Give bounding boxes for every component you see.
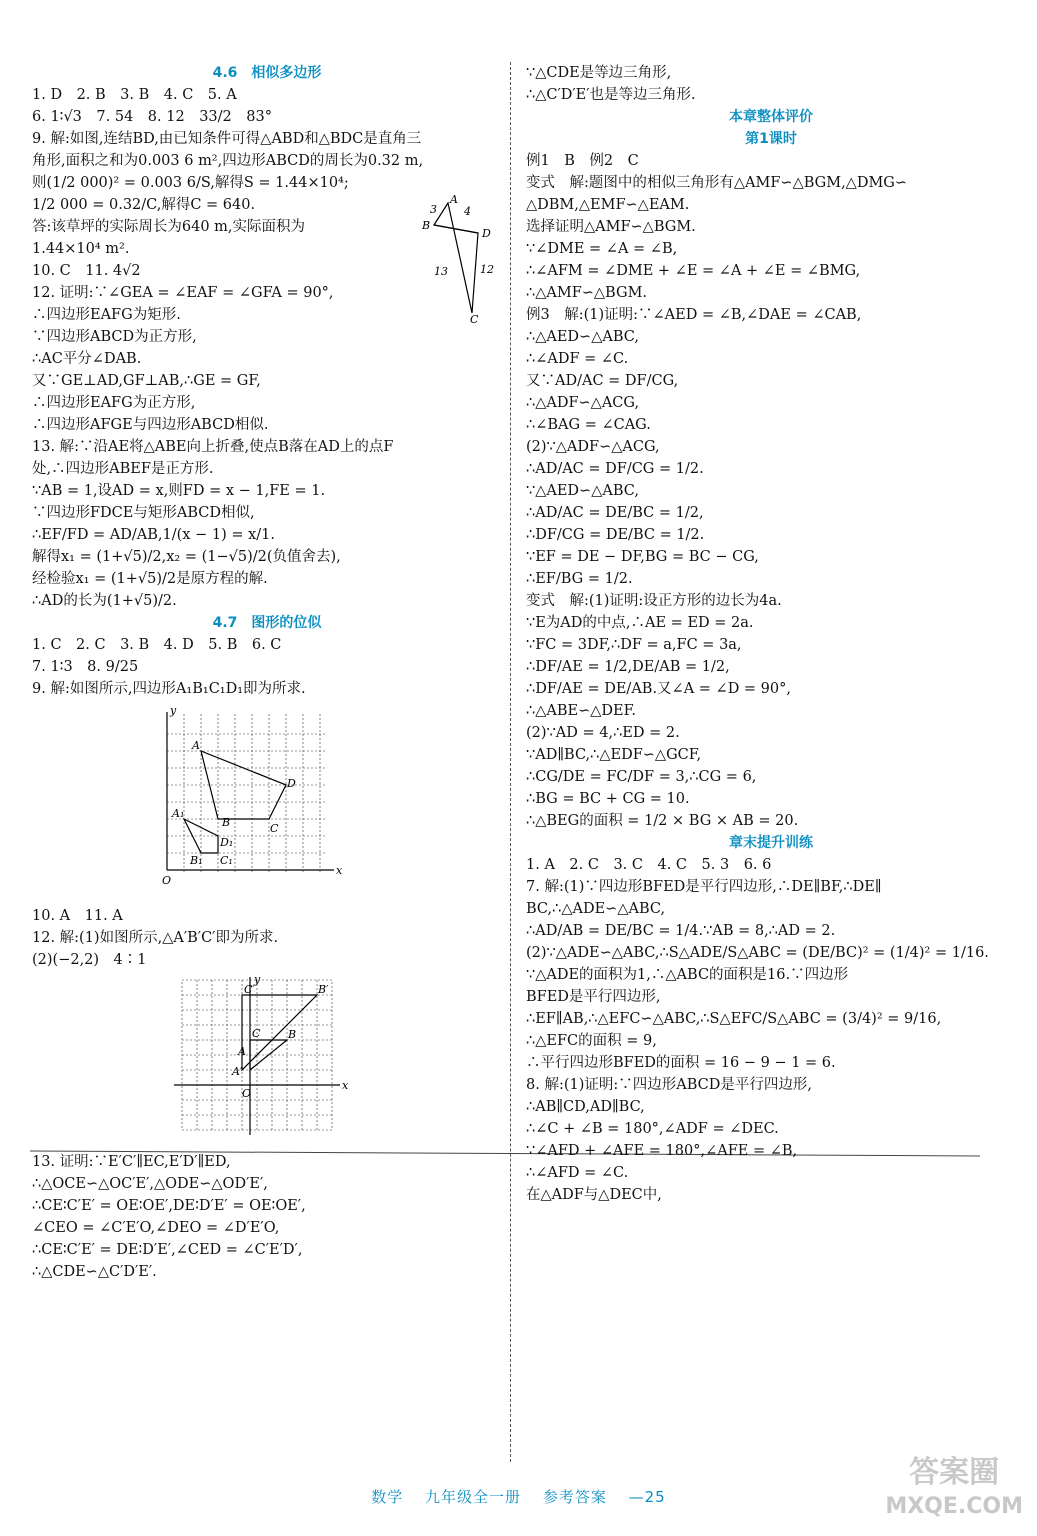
answer-line: 解得x₁ = (1+√5)/2,x₂ = (1−√5)/2(负值舍去), [32, 549, 341, 565]
answer-line: 9. 解:如图所示,四边形A₁B₁C₁D₁即为所求. [32, 681, 306, 697]
answer-line: ∴DF/AE = 1/2,DE/AB = 1/2, [526, 659, 730, 675]
answer-line: 13. 解:∵沿AE将△ABE向上折叠,使点B落在AD上的点F [32, 439, 394, 455]
answer-line: 1. D 2. B 3. B 4. C 5. A [32, 87, 237, 103]
answer-line: ∴AD的长为(1+√5)/2. [32, 593, 177, 609]
section-heading-lesson: 第1课时 [745, 131, 797, 147]
label-b1: B₁ [190, 854, 203, 867]
answer-line: ∠CEO = ∠C′E′O,∠DEO = ∠D′E′O, [32, 1220, 280, 1236]
answer-line: BFED是平行四边形, [526, 989, 661, 1005]
label-y-axis-2: y [254, 975, 261, 986]
answer-line: ∴△AED∽△ABC, [526, 329, 639, 345]
answer-line: 角形,面积之和为0.003 6 m²,四边形ABCD的周长为0.32 m, [32, 153, 424, 169]
grid-figure-2-svg [172, 975, 352, 1140]
section-4-7-answers-c [32, 1151, 502, 1283]
label-a: A [192, 739, 200, 752]
answer-line: ∴CE∶C′E′ = OE∶OE′,DE∶D′E′ = OE∶OE′, [32, 1198, 306, 1214]
footer-subject: 数学 [371, 1488, 404, 1506]
quad-label-b: B [422, 219, 431, 232]
answer-line: ∵△AED∽△ABC, [526, 483, 639, 499]
answer-line: ∵AD∥BC,∴△EDF∽△GCF, [526, 747, 702, 763]
answer-line: ∴△CDE∽△C′D′E′. [32, 1264, 157, 1280]
section-4-6-answers [32, 84, 502, 612]
answer-line: ∴△BEG的面积 = 1/2 × BG × AB = 20. [526, 813, 799, 829]
answer-line: ∵∠AFD + ∠AFE = 180°,∠AFE = ∠B, [526, 1143, 798, 1159]
answer-line: ∴平行四边形BFED的面积 = 16 − 9 − 1 = 6. [526, 1055, 836, 1071]
answer-line: ∴CG/DE = FC/DF = 3,∴CG = 6, [526, 769, 757, 785]
answer-line: 10. A 11. A [32, 908, 123, 924]
label-a1: A₁ [172, 807, 185, 820]
answer-line: 则(1/2 000)² = 0.003 6/S,解得S = 1.44×10⁴; [32, 175, 349, 191]
right-column [526, 62, 1016, 1206]
answer-line: 7. 1∶3 8. 9/25 [32, 659, 139, 675]
answer-line: ∵四边形FDCE与矩形ABCD相似, [32, 505, 255, 521]
answer-line: 1. A 2. C 3. C 4. C 5. 3 6. 6 [526, 857, 772, 873]
footer-title: 参考答案 [542, 1488, 607, 1506]
label-b: B [222, 816, 231, 829]
answer-line: 例1 B 例2 C [526, 153, 639, 169]
answer-line: 处,∴四边形ABEF是正方形. [32, 461, 214, 477]
answer-line: 又∵GE⊥AD,GF⊥AB,∴GE = GF, [32, 373, 261, 389]
answer-line: 6. 1∶√3 7. 54 8. 12 33/2 83° [32, 109, 272, 125]
section-heading-4-6: 4.6 相似多边形 [212, 65, 322, 81]
quad-label-c: C [470, 313, 479, 325]
answer-line: 选择证明△AMF∽△BGM. [526, 219, 696, 235]
label-origin-2: O [242, 1087, 252, 1100]
grid-figure-1-svg [162, 704, 352, 894]
review-answers [526, 150, 1016, 832]
answer-line: (2)(−2,2) 4∶1 [32, 952, 147, 968]
answer-line: ∴AD/AC = DF/CG = 1/2. [526, 461, 704, 477]
label-c-prime: C′ [244, 983, 255, 996]
answer-line: ∵∠DME = ∠A = ∠B, [526, 241, 678, 257]
answer-line: ∴AC平分∠DAB. [32, 351, 142, 367]
label-c: C [270, 822, 279, 835]
answer-line: 13. 证明:∵E′C′∥EC,E′D′∥ED, [32, 1154, 231, 1170]
answer-line: ∴△ABE∽△DEF. [526, 703, 637, 719]
section-heading-training: 章末提升训练 [729, 835, 813, 851]
label-d: D [287, 777, 296, 790]
watermark-line1: 答案圈 [909, 1455, 1000, 1490]
answer-line: ∴DF/CG = DE/BC = 1/2. [526, 527, 705, 543]
answer-line: ∵AB = 1,设AD = x,则FD = x − 1,FE = 1. [32, 483, 326, 499]
answer-line: 变式 解:题图中的相似三角形有△AMF∽△BGM,△DMG∽ [526, 175, 908, 191]
answer-line: 在△ADF与△DEC中, [526, 1187, 662, 1203]
quad-side-3: 3 [430, 203, 437, 216]
label-x-axis: x [336, 864, 343, 877]
answer-line: ∴DF/AE = DE/AB.又∠A = ∠D = 90°, [526, 681, 791, 697]
answer-line: ∴∠AFM = ∠DME + ∠E = ∠A + ∠E = ∠BMG, [526, 263, 861, 279]
label-a-2: A [238, 1045, 246, 1058]
section-heading-4-7: 4.7 图形的位似 [212, 615, 322, 631]
answer-line: BC,∴△ADE∽△ABC, [526, 901, 666, 917]
footer-grade: 九年级全一册 [425, 1488, 522, 1506]
label-b-2: B [288, 1028, 297, 1041]
label-a-prime: A′ [232, 1065, 243, 1078]
answer-line: ∵E为AD的中点,∴AE = ED = 2a. [526, 615, 754, 631]
answer-line: 答:该草坪的实际周长为640 m,实际面积为 [32, 219, 306, 235]
answer-line: 例3 解:(1)证明:∵∠AED = ∠B,∠DAE = ∠CAB, [526, 307, 862, 323]
answer-line: ∴四边形EAFG为矩形. [32, 307, 181, 323]
label-origin: O [162, 874, 172, 887]
label-c1: C₁ [220, 854, 233, 867]
grid-figure-2 [32, 975, 502, 1147]
label-c-2: C [252, 1027, 261, 1040]
answer-line: ∴AB∥CD,AD∥BC, [526, 1099, 645, 1115]
watermark [885, 1456, 1023, 1524]
quad-side-12: 12 [480, 263, 494, 276]
answer-line: ∴△EFC的面积 = 9, [526, 1033, 657, 1049]
answer-line: ∴EF/FD = AD/AB,1/(x − 1) = x/1. [32, 527, 275, 543]
page-footer [0, 1486, 1037, 1507]
answer-line: ∵△CDE是等边三角形, [526, 65, 672, 81]
answer-line: 10. C 11. 4√2 [32, 263, 141, 279]
answer-line: 1. C 2. C 3. B 4. D 5. B 6. C [32, 637, 282, 653]
answer-line: 7. 解:(1)∵四边形BFED是平行四边形,∴DE∥BF,∴DE∥ [526, 879, 882, 895]
right-top-lines [526, 62, 1016, 106]
answer-line: (2)∵△ADF∽△ACG, [526, 439, 660, 455]
answer-line: ∴△ADF∽△ACG, [526, 395, 640, 411]
answer-line: ∴△AMF∽△BGM. [526, 285, 648, 301]
column-divider [510, 62, 511, 1462]
answer-line: ∴∠ADF = ∠C. [526, 351, 629, 367]
training-answers [526, 854, 1016, 1206]
answer-line: ∴∠C + ∠B = 180°,∠ADF = ∠DEC. [526, 1121, 779, 1137]
answer-line: ∴∠BAG = ∠CAG. [526, 417, 651, 433]
section-4-7-answers-b [32, 905, 502, 971]
label-b-prime: B′ [318, 983, 329, 996]
answer-line: 12. 证明:∵∠GEA = ∠EAF = ∠GFA = 90°, [32, 285, 334, 301]
answer-line: 8. 解:(1)证明:∵四边形ABCD是平行四边形, [526, 1077, 812, 1093]
answer-line: 变式 解:(1)证明:设正方形的边长为4a. [526, 593, 782, 609]
answer-line: ∵四边形ABCD为正方形, [32, 329, 197, 345]
label-d1: D₁ [220, 836, 234, 849]
label-y-axis: y [170, 704, 177, 717]
quad-label-a: A [450, 195, 458, 206]
quadrilateral-figure [420, 195, 500, 325]
section-heading-review: 本章整体评价 [729, 109, 813, 125]
footer-page-number: —25 [628, 1488, 666, 1506]
answer-line: 又∵AD/AC = DF/CG, [526, 373, 679, 389]
quad-label-d: D [482, 227, 491, 240]
answer-line: 1.44×10⁴ m². [32, 241, 130, 257]
answer-line: ∴四边形AFGE与四边形ABCD相似. [32, 417, 269, 433]
answer-line: 12. 解:(1)如图所示,△A′B′C′即为所求. [32, 930, 279, 946]
answer-line: △DBM,△EMF∽△EAM. [526, 197, 690, 213]
label-x-axis-2: x [342, 1079, 349, 1092]
answer-line: ∴AD/AB = DE/BC = 1/4.∵AB = 8,∴AD = 2. [526, 923, 836, 939]
answer-line: ∴BG = BC + CG = 10. [526, 791, 690, 807]
answer-line: ∴△C′D′E′也是等边三角形. [526, 87, 696, 103]
section-4-7-answers-a [32, 634, 502, 700]
answer-line: (2)∵AD = 4,∴ED = 2. [526, 725, 680, 741]
answer-line: 9. 解:如图,连结BD,由已知条件可得△ABD和△BDC是直角三 [32, 131, 422, 147]
answer-line: ∴CE∶C′E′ = DE∶D′E′,∠CED = ∠C′E′D′, [32, 1242, 303, 1258]
answer-line: ∴△OCE∽△OC′E′,△ODE∽△OD′E′, [32, 1176, 268, 1192]
answer-line: ∵△ADE的面积为1,∴△ABC的面积是16.∵四边形 [526, 967, 849, 983]
grid-figure-1 [32, 704, 502, 901]
answer-line: 经检验x₁ = (1+√5)/2是原方程的解. [32, 571, 268, 587]
answer-line: ∵EF = DE − DF,BG = BC − CG, [526, 549, 759, 565]
answer-line: 1/2 000 = 0.32/C,解得C = 640. [32, 197, 256, 213]
quad-side-13: 13 [434, 265, 448, 278]
answer-line: ∴∠AFD = ∠C. [526, 1165, 629, 1181]
answer-line: ∴AD/AC = DE/BC = 1/2, [526, 505, 704, 521]
answer-line: ∴四边形EAFG为正方形, [32, 395, 196, 411]
watermark-line2: MXQE.COM [885, 1494, 1023, 1519]
quad-side-4: 4 [464, 205, 471, 218]
answer-line: ∴EF∥AB,∴△EFC∽△ABC,∴S△EFC/S△ABC = (3/4)² = 9/16, [526, 1011, 942, 1027]
answer-line: (2)∵△ADE∽△ABC,∴S△ADE/S△ABC = (DE/BC)² = (1/4)² = 1/16. [526, 945, 989, 961]
answer-line: ∵FC = 3DF,∴DF = a,FC = 3a, [526, 637, 742, 653]
answer-line: ∴EF/BG = 1/2. [526, 571, 633, 587]
